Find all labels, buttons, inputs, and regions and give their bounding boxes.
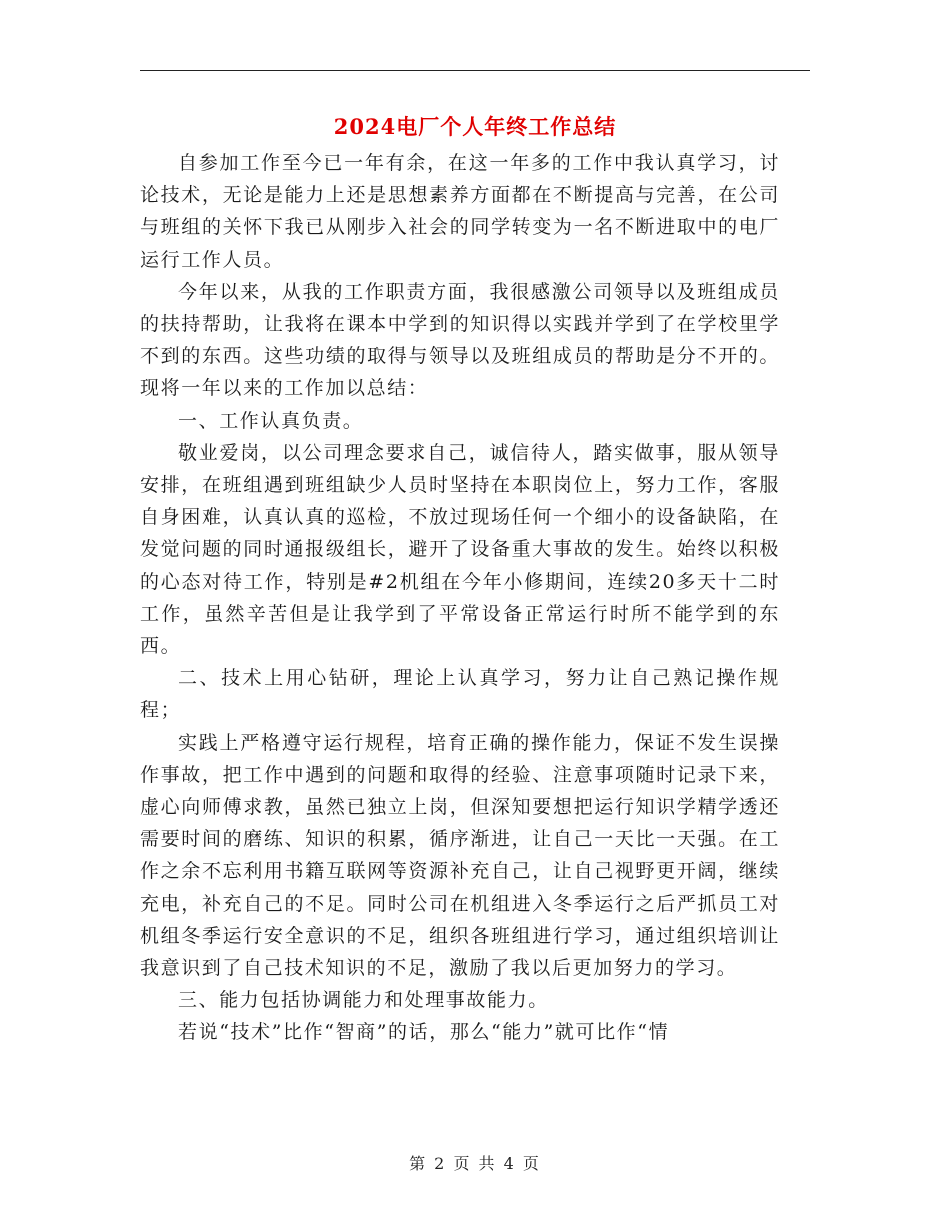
page-number-footer: 第 2 页 共 4 页 <box>409 1154 541 1173</box>
paragraph-section-1: 敬业爱岗，以公司理念要求自己，诚信待人，踏实做事，服从领导安排，在班组遇到班组缺少人员时坚持在本职岗位上，努力工作，客服自身困难，认真认真的巡检，不放过现场任何一个细小的设备缺陷，在发觉问题的同时通报级组长，避开了设备重大事故的发生。始终以积极的心态对待工作，特别是#2机组在今年小修期间，连续20多天十二时工作，虽然辛苦但是让我学到了平常设备正常运行时所不能学到的东西。 <box>140 441 780 658</box>
paragraph-section-3: 若说“技术”比作“智商”的话，那么“能力”就可比作“情 <box>178 1021 670 1044</box>
section-heading-3: 三、能力包括协调能力和处理事故能力。 <box>178 989 549 1012</box>
document-title: 2024电厂个人年终工作总结 <box>333 114 617 139</box>
paragraph-thanks: 今年以来，从我的工作职责方面，我很感激公司领导以及班组成员的扶持帮助，让我将在课本中学到的知识得以实践并学到了在学校里学不到的东西。这些功绩的取得与领导以及班组成员的帮助是分不开的。现将一年以来的工作加以总结： <box>140 280 780 400</box>
paragraph-intro: 自参加工作至今已一年有余，在这一年多的工作中我认真学习，讨论技术，无论是能力上还是思想素养方面都在不断提高与完善，在公司与班组的关怀下我已从刚步入社会的同学转变为一名不断进取中的电厂运行工作人员。 <box>140 152 780 271</box>
document-body <box>140 147 780 1049</box>
section-heading-2: 二、技术上用心钻研，理论上认真学习，努力让自己熟记操作规程； <box>140 667 780 722</box>
paragraph-section-2: 实践上严格遵守运行规程，培育正确的操作能力，保证不发生误操作事故，把工作中遇到的问题和取得的经验、注意事项随时记录下来，虚心向师傅求教，虽然已独立上岗，但深知要想把运行知识学精学透还需要时间的磨练、知识的积累，循序渐进，让自己一天比一天强。在工作之余不忘利用书籍互联网等资源补充自己，让自己视野更开阔，继续充电，补充自己的不足。同时公司在机组进入冬季运行之后严抓员工对机组冬季运行安全意识的不足，组织各班组进行学习，通过组织培训让我意识到了自己技术知识的不足，激励了我以后更加努力的学习。 <box>140 731 780 980</box>
header-rule <box>140 70 810 71</box>
section-heading-1: 一、工作认真负责。 <box>178 409 364 432</box>
